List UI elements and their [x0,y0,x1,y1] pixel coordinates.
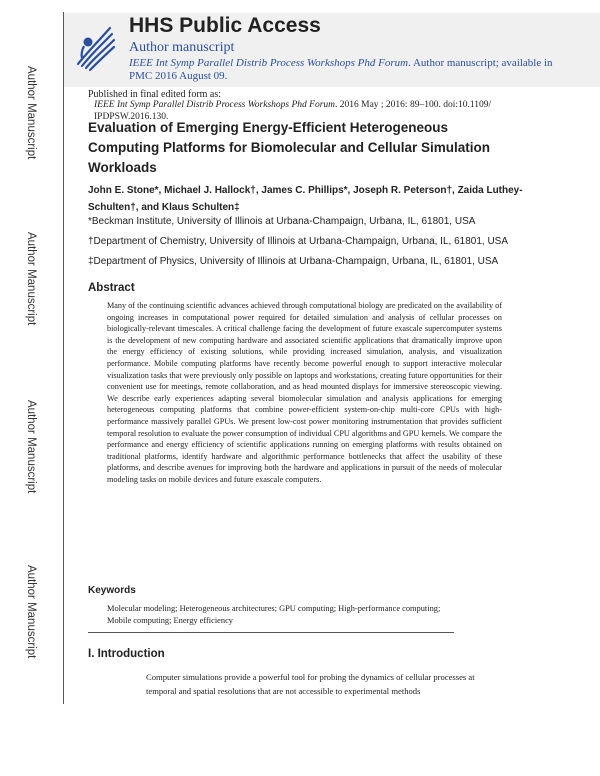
author-manuscript-subtitle: Author manuscript [129,40,235,55]
side-label-author-manuscript: Author Manuscript [25,232,37,326]
header-citation [129,57,569,83]
published-details: . 2016 May ; 2016: 89–100. doi:10.1109/ IPDPSW.2016.130. [94,100,492,122]
author-list: John E. Stone*, Michael J. Hallock†, James C. Phillips*, Joseph R. Peterson†, Zaida Luthey-Schulten†, and Klaus Schulten‡ [88,185,523,213]
hhs-public-access-title: HHS Public Access [129,14,321,37]
paper-title: Evaluation of Emerging Energy-Efficient Heterogeneous Computing Platforms for Biomolecular and Cellular Simulation Workloads [88,120,491,175]
affiliation-chemistry: †Department of Chemistry, University of Illinois at Urbana-Champaign, Urbana, IL, 61801, USA [88,236,509,247]
affiliation-physics: ‡Department of Physics, University of Illinois at Urbana-Champaign, Urbana, IL, 61801, USA [88,256,499,267]
abstract-text: Many of the continuing scientific advances achieved through computational biology are predicated on the availability of ongoing increases in computational power required for detailed simulation and analysis of cellular processes on biologically-relevant timescales. A critical challenge facing the development of future exascale supercomputer systems is the development of new computing hardware and associated scientific applications that dramatically improve upon the energy efficiency of existing solutions, while providing increased simulation, analysis, and visualization performance. Mobile computing platforms have recently become powerful enough to support interactive molecular visualization tasks that were previously only possible on laptops and workstations, creating future opportunities for their convenient use for meetings, remote collaboration, and as head mounted displays for immersive stereoscopic viewing. We describe early experiences adapting several biomolecular simulation and analysis applications for emerging heterogeneous computing platforms that combine power-efficient system-on-chip multi-core CPUs with high-performance massively parallel GPUs. We present low-cost power monitoring instrumentation that provides sufficient temporal resolution to evaluate the power consumption of individual CPU algorithms and GPU kernels. We compare the performance and energy efficiency of scientific applications running on emerging platforms with results obtained on traditional platforms, identify hardware and algorithmic performance bottlenecks that affect the usability of these platforms, and describe avenues for improving both the hardware and applications in pursuit of the needs of molecular modeling tasks on mobile devices and future exascale computers. [107,301,502,484]
section-divider [88,632,454,633]
side-label-author-manuscript: Author Manuscript [25,400,37,494]
header-journal: IEEE Int Symp Parallel Distrib Process Workshops Phd Forum [129,57,409,69]
introduction-text: Computer simulations provide a powerful tool for probing the dynamics of cellular processes at temporal and spatial resolutions that are not accessible to experimental methods [146,672,475,696]
affiliation-beckman: *Beckman Institute, University of Illinois at Urbana-Champaign, Urbana, IL, 61801, USA [88,216,476,227]
published-line: Published in final edited form as: [88,89,222,100]
side-label-author-manuscript: Author Manuscript [25,66,37,160]
hhs-eagle-logo-icon [72,20,118,72]
sidebar-rule [63,12,64,704]
introduction-heading: I. Introduction [88,648,165,660]
keywords-text: Molecular modeling; Heterogeneous architectures; GPU computing; High-performance computing; Mobile computing; Energy efficiency [107,604,441,625]
keywords-heading: Keywords [88,585,136,596]
abstract-heading: Abstract [88,282,135,294]
header-citation-rest: . Author manuscript; available in PMC 2016 August 09. [129,57,553,82]
side-label-author-manuscript: Author Manuscript [25,565,37,659]
published-journal: IEEE Int Symp Parallel Distrib Process Workshops Phd Forum [94,100,335,110]
